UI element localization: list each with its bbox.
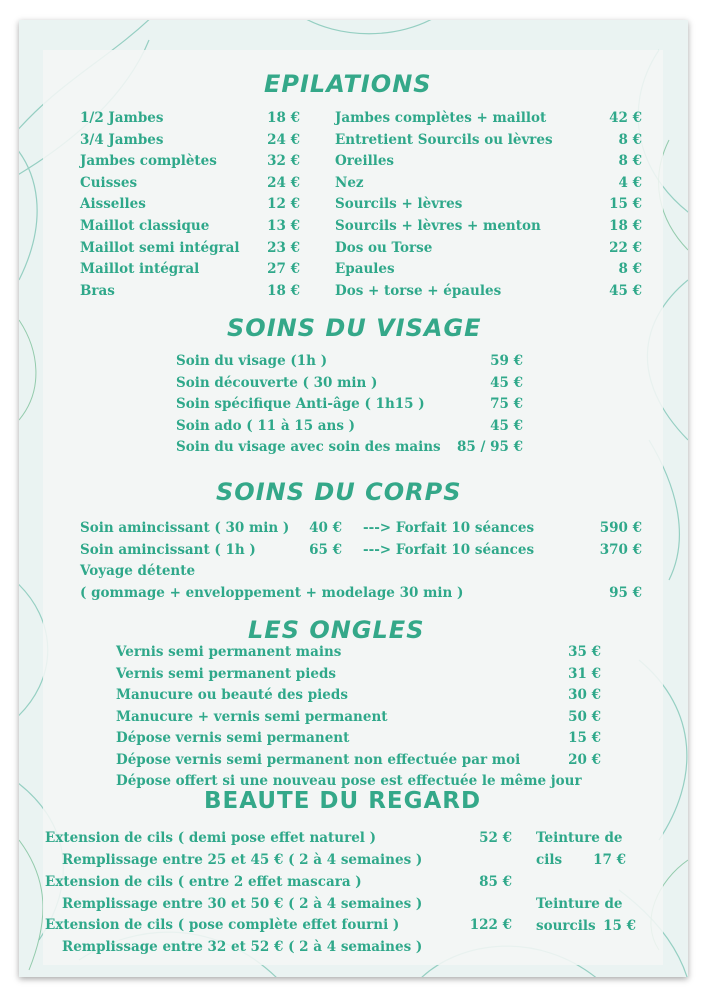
corps-voyage-price: 95 €: [609, 585, 642, 601]
regard-ext3: Extension de cils ( pose complète effet fourni ): [45, 917, 400, 933]
list-item-name: Manucure + vernis semi permanent: [116, 708, 388, 725]
list-item-name: Sourcils + lèvres: [335, 196, 463, 213]
list-item-price: 30 €: [568, 687, 601, 703]
list-item-price: 8 €: [618, 153, 642, 170]
list-item-name: Vernis semi permanent pieds: [116, 665, 337, 682]
list-item-price: 45 €: [609, 282, 642, 299]
list-item-name: Dos + torse + épaules: [335, 282, 502, 299]
list-item-price: 59 €: [490, 353, 523, 369]
teinture-sourcils-line1: Teinture de: [536, 896, 623, 912]
list-item-name: Sourcils + lèvres + menton: [335, 218, 541, 234]
list-item-price: 45 €: [490, 374, 523, 391]
regard-ext2: Extension de cils ( entre 2 effet mascara ): [45, 874, 362, 890]
list-item-price: 35 €: [568, 644, 601, 660]
list-item-price: 27 €: [267, 261, 300, 278]
list-item-name: Soin du visage (1h ): [176, 353, 328, 369]
list-item-name: Dos ou Torse: [335, 239, 433, 256]
list-item-price: 22 €: [609, 239, 642, 256]
teinture-sourcils-price: 15 €: [603, 918, 636, 934]
list-item-name: Entretient Sourcils ou lèvres: [335, 131, 553, 148]
list-item-price: 45 €: [490, 417, 523, 434]
regard-title: BEAUTE DU REGARD: [204, 788, 482, 814]
list-item-price: 75 €: [490, 396, 523, 412]
list-item-name: Dépose vernis semi permanent: [116, 730, 350, 746]
teinture-cils-line2: cils: [536, 852, 563, 868]
list-item-name: Epaules: [335, 261, 395, 278]
list-item-price: 50 €: [568, 708, 601, 725]
list-item-price: 20 €: [568, 751, 601, 768]
corps-row2-price: 65 €: [309, 542, 342, 558]
teinture-cils-line1: Teinture de: [536, 830, 623, 846]
regard-rem1: Remplissage entre 25 et 45 € ( 2 à 4 semaines ): [62, 852, 423, 868]
corps-row1-forfait-price: 590 €: [599, 520, 642, 536]
list-item-name: 1/2 Jambes: [80, 110, 164, 126]
list-item-price: 23 €: [267, 239, 300, 256]
list-item-price: 85 / 95 €: [457, 439, 523, 455]
list-item-name: Jambes complètes: [80, 153, 217, 170]
list-item-name: Maillot semi intégral: [80, 239, 240, 256]
corps-voyage-detail: ( gommage + enveloppement + modelage 30 min ): [80, 585, 464, 601]
list-item-name: Bras: [80, 282, 115, 299]
regard-rem3: Remplissage entre 32 et 52 € ( 2 à 4 semaines ): [62, 939, 423, 955]
list-item-name: Manucure ou beauté des pieds: [116, 687, 348, 703]
corps-row2-forfait-price: 370 €: [599, 542, 642, 558]
list-item-price: 31 €: [568, 665, 601, 682]
corps-title: SOINS DU CORPS: [216, 478, 462, 506]
regard-ext1: Extension de cils ( demi pose effet naturel ): [45, 830, 377, 846]
list-item-name: Soin du visage avec soin des mains: [176, 439, 441, 455]
list-item-price: 13 €: [267, 218, 300, 234]
list-item-price: 15 €: [568, 730, 601, 746]
list-item-name: Jambes complètes + maillot: [335, 110, 547, 126]
list-item-name: Soin découverte ( 30 min ): [176, 374, 378, 391]
ongles-note: Dépose offert si une nouveau pose est effectuée le même jour: [116, 773, 582, 789]
list-item-name: 3/4 Jambes: [80, 131, 164, 148]
corps-row1-name: Soin amincissant ( 30 min ): [80, 520, 290, 536]
list-item-name: Vernis semi permanent mains: [116, 644, 342, 660]
regard-ext2-price: 85 €: [479, 874, 512, 890]
list-item-name: Aisselles: [80, 196, 146, 213]
corps-row1-price: 40 €: [309, 520, 342, 536]
teinture-cils-price: 17 €: [593, 852, 626, 868]
corps-row1-forfait: ---> Forfait 10 séances: [363, 520, 535, 536]
list-item-price: 8 €: [618, 131, 642, 148]
ongles-title: LES ONGLES: [248, 616, 425, 644]
list-item-name: Oreilles: [335, 153, 395, 170]
epilations-title: EPILATIONS: [264, 70, 432, 98]
list-item-price: 15 €: [609, 196, 642, 213]
corps-voyage: Voyage détente: [80, 563, 196, 579]
list-item-name: Maillot classique: [80, 218, 210, 234]
list-item-name: Cuisses: [80, 174, 138, 191]
list-item-price: 42 €: [609, 110, 642, 126]
list-item-price: 12 €: [267, 196, 300, 213]
list-item-name: Soin ado ( 11 à 15 ans ): [176, 417, 356, 434]
teinture-sourcils-line2: sourcils: [536, 918, 596, 934]
list-item-price: 8 €: [618, 261, 642, 278]
regard-ext3-price: 122 €: [469, 917, 512, 933]
list-item-price: 18 €: [609, 218, 642, 234]
regard-rem2: Remplissage entre 30 et 50 € ( 2 à 4 semaines ): [62, 896, 423, 912]
list-item-price: 4 €: [618, 174, 642, 191]
corps-row2-forfait: ---> Forfait 10 séances: [363, 542, 535, 558]
list-item-price: 24 €: [267, 174, 300, 191]
visage-title: SOINS DU VISAGE: [227, 314, 482, 342]
regard-ext1-price: 52 €: [479, 830, 512, 846]
list-item-name: Nez: [335, 174, 364, 191]
corps-row2-name: Soin amincissant ( 1h ): [80, 542, 256, 558]
list-item-name: Dépose vernis semi permanent non effectuée par moi: [116, 751, 521, 768]
list-item-name: Maillot intégral: [80, 261, 200, 278]
list-item-price: 24 €: [267, 131, 300, 148]
list-item-price: 18 €: [267, 110, 300, 126]
list-item-price: 18 €: [267, 282, 300, 299]
list-item-price: 32 €: [267, 153, 300, 170]
list-item-name: Soin spécifique Anti-âge ( 1h15 ): [176, 396, 425, 412]
